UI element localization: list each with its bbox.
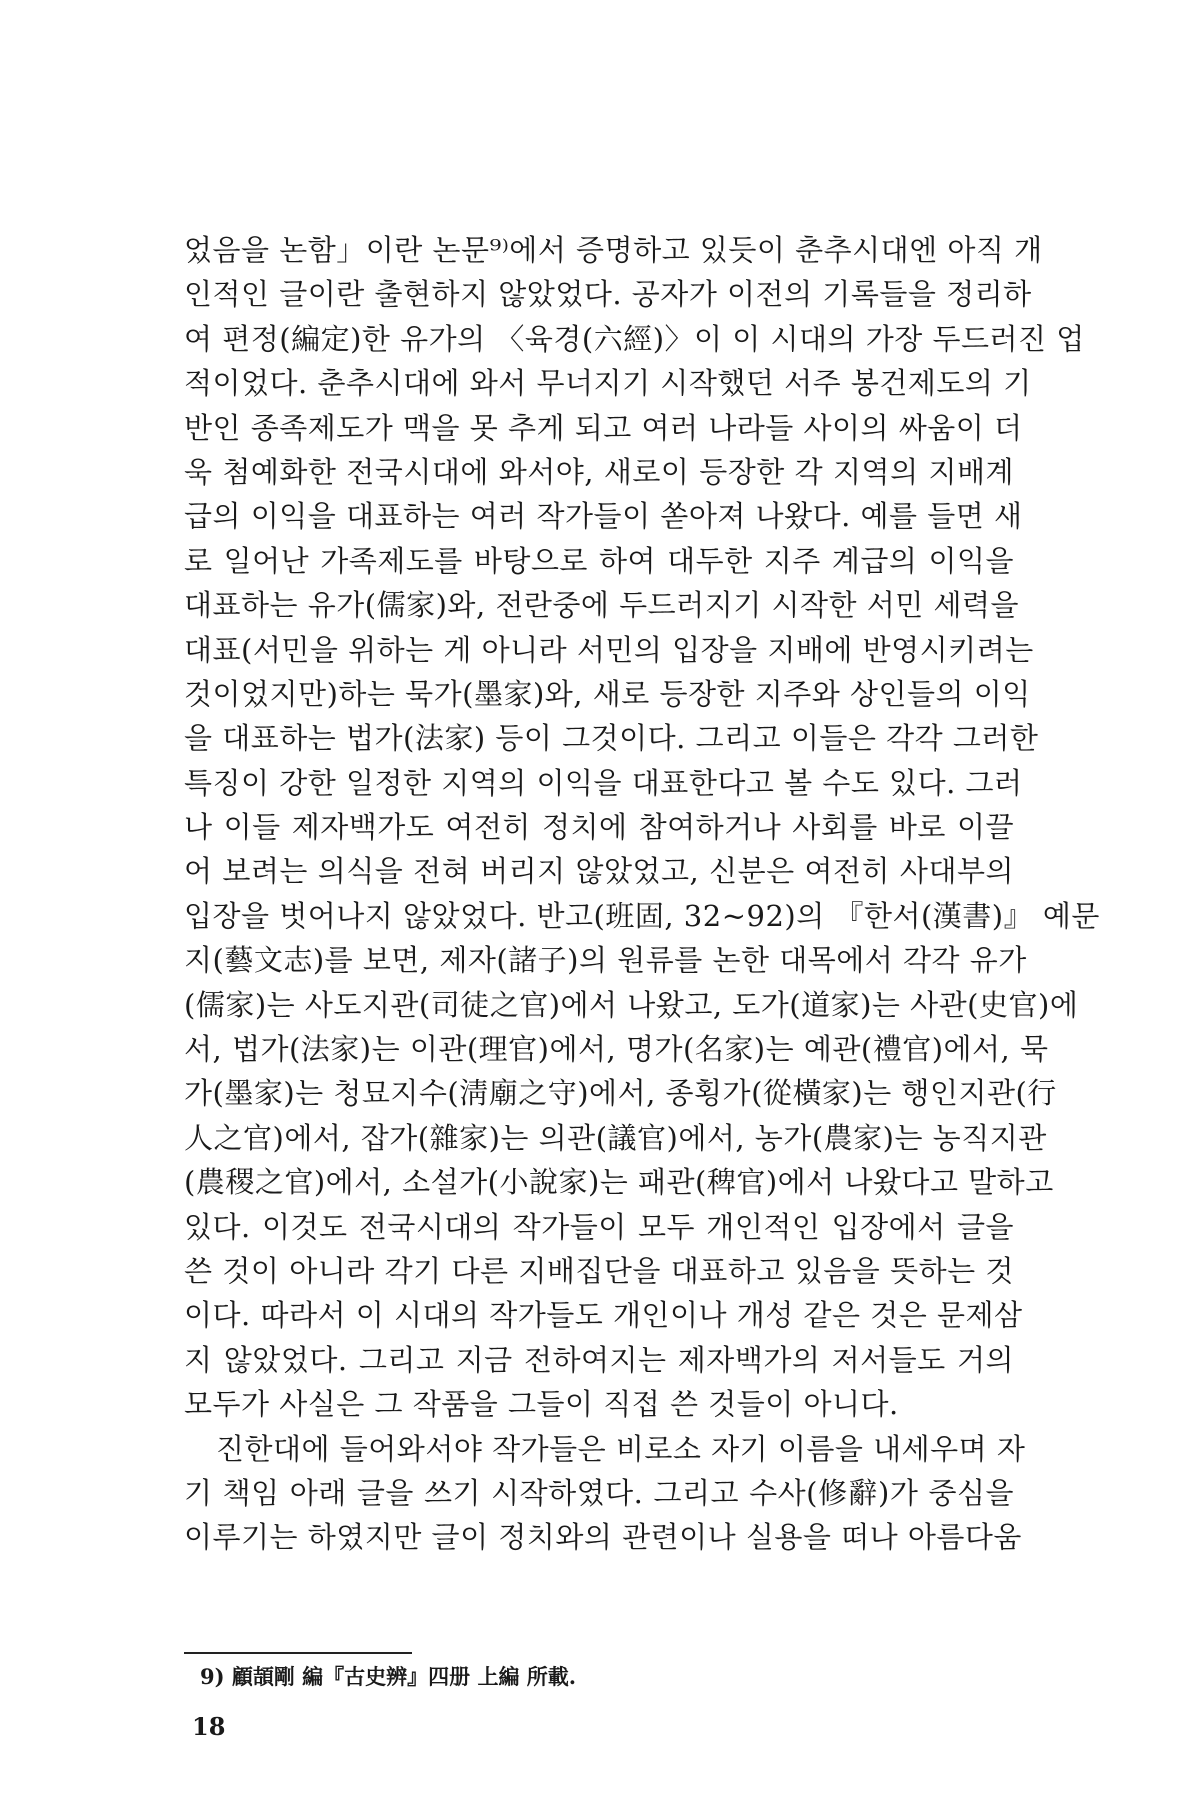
- text-line: 기 책임 아래 글을 쓰기 시작하였다. 그리고 수사(修辭)가 중심을: [184, 1475, 1014, 1510]
- text-line: 적이었다. 춘추시대에 와서 무너지기 시작했던 서주 봉건제도의 기: [184, 366, 1032, 401]
- text-line: 지(藝文志)를 보면, 제자(諸子)의 원류를 논한 대목에서 각각 유가: [184, 943, 1027, 978]
- text-line: 서, 법가(法家)는 이관(理官)에서, 명가(名家)는 예관(禮官)에서, 묵: [184, 1032, 1049, 1067]
- text-line: (儒家)는 사도지관(司徒之官)에서 나왔고, 도가(道家)는 사관(史官)에: [184, 987, 1079, 1022]
- text-line: (農稷之官)에서, 소설가(小說家)는 패관(稗官)에서 나왔다고 말하고: [184, 1165, 1054, 1200]
- text-line: 로 일어난 가족제도를 바탕으로 하여 대두한 지주 계급의 이익을: [184, 543, 1014, 578]
- text-line: 이루기는 하였지만 글이 정치와의 관련이나 실용을 떠나 아름다움: [184, 1520, 1022, 1555]
- paragraph-start-line: 진한대에 들어와서야 작가들은 비로소 자기 이름을 내세우며 자: [216, 1431, 1026, 1466]
- text-line: 급의 이익을 대표하는 여러 작가들이 쏟아져 나왔다. 예를 들면 새: [184, 499, 1023, 534]
- text-line: 지 않았었다. 그리고 지금 전하여지는 제자백가의 저서들도 거의: [184, 1342, 1014, 1377]
- body-text: [184, 228, 1100, 1560]
- text-line: 었음을 논함」이란 논문⁹⁾에서 증명하고 있듯이 춘추시대엔 아직 개: [184, 233, 1043, 267]
- text-line: 반인 종족제도가 맥을 못 추게 되고 여러 나라들 사이의 싸움이 더: [184, 410, 1023, 445]
- footnote: 9) 顧頡剛 編『古史辨』四册 上編 所載.: [200, 1664, 577, 1689]
- text-line: 있다. 이것도 전국시대의 작가들이 모두 개인적인 입장에서 글을: [184, 1209, 1014, 1244]
- text-line: 가(墨家)는 청묘지수(淸廟之守)에서, 종횡가(從橫家)는 행인지관(行: [184, 1076, 1057, 1111]
- text-line: 입장을 벗어나지 않았었다. 반고(班固, 32~92)의 『한서(漢書)』 예문: [184, 898, 1100, 933]
- text-line: 욱 첨예화한 전국시대에 와서야, 새로이 등장한 각 지역의 지배계: [184, 454, 1014, 489]
- text-line: 나 이들 제자백가도 여전히 정치에 참여하거나 사회를 바로 이끌: [184, 810, 1014, 845]
- text-line: 것이었지만)하는 묵가(墨家)와, 새로 등장한 지주와 상인들의 이익: [184, 676, 1031, 711]
- text-line: 여 편정(編定)한 유가의 〈육경(六經)〉이 이 시대의 가장 두드러진 업: [184, 321, 1085, 356]
- text-line: 이다. 따라서 이 시대의 작가들도 개인이나 개성 같은 것은 문제삼: [184, 1298, 1023, 1333]
- text-line: 쓴 것이 아니라 각기 다른 지배집단을 대표하고 있음을 뜻하는 것: [184, 1253, 1014, 1288]
- text-line: 을 대표하는 법가(法家) 등이 그것이다. 그리고 이들은 각각 그러한: [184, 721, 1039, 756]
- text-line: 특징이 강한 일정한 지역의 이익을 대표한다고 볼 수도 있다. 그러: [184, 765, 1023, 800]
- text-line: 대표(서민을 위하는 게 아니라 서민의 입장을 지배에 반영시키려는: [184, 632, 1034, 667]
- text-line: 어 보려는 의식을 전혀 버리지 않았었고, 신분은 여전히 사대부의: [184, 854, 1014, 889]
- footnote-divider: [184, 1652, 412, 1654]
- text-line: 인적인 글이란 출현하지 않았었다. 공자가 이전의 기록들을 정리하: [184, 277, 1032, 312]
- text-line: 대표하는 유가(儒家)와, 전란중에 두드러지기 시작한 서민 세력을: [184, 588, 1019, 623]
- text-line: 人之官)에서, 잡가(雜家)는 의관(議官)에서, 농가(農家)는 농직지관: [184, 1120, 1047, 1155]
- paragraph-end-line: 모두가 사실은 그 작품을 그들이 직접 쓴 것들이 아니다.: [184, 1387, 899, 1422]
- page-number: 18: [192, 1712, 226, 1741]
